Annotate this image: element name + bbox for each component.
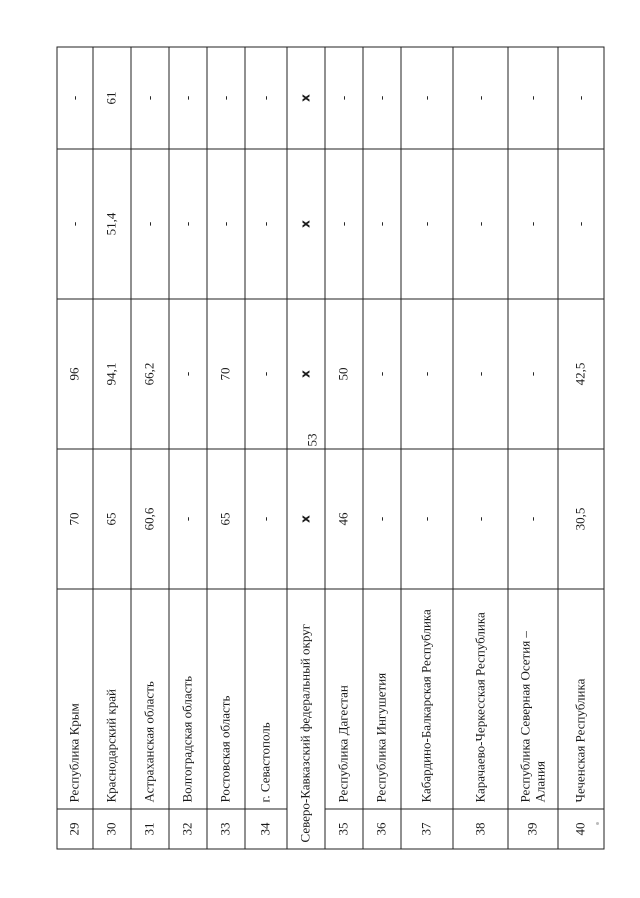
value-col-4: - <box>131 149 169 299</box>
value-col-4: 51,4 <box>93 149 131 299</box>
value-col-5: x <box>287 47 325 149</box>
table-row <box>169 47 207 849</box>
table-row <box>207 47 245 849</box>
region-name: Республика Ингушетия <box>363 589 401 809</box>
region-name: г. Севастополь <box>245 589 287 809</box>
value-col-3: - <box>363 299 401 449</box>
table-row <box>401 47 453 849</box>
value-col-2: 65 <box>93 449 131 589</box>
value-col-5: - <box>169 47 207 149</box>
value-col-3: 66,2 <box>131 299 169 449</box>
value-col-5: - <box>558 47 604 149</box>
row-number: 38 <box>453 809 508 849</box>
value-col-5: - <box>363 47 401 149</box>
rotated-table-container <box>56 47 603 849</box>
row-number: 34 <box>245 809 287 849</box>
value-col-3: - <box>245 299 287 449</box>
value-col-4: - <box>325 149 363 299</box>
value-col-5: - <box>57 47 93 149</box>
value-col-3: 94,1 <box>93 299 131 449</box>
value-col-4: - <box>169 149 207 299</box>
value-col-5: - <box>131 47 169 149</box>
row-number: 37 <box>401 809 453 849</box>
value-col-3: x <box>287 299 325 449</box>
value-col-2: - <box>508 449 558 589</box>
district-row <box>287 47 325 849</box>
value-col-4: - <box>245 149 287 299</box>
region-name: Кабардино-Балкарская Республика <box>401 589 453 809</box>
table-row <box>93 47 131 849</box>
row-number: 30 <box>93 809 131 849</box>
value-col-5: - <box>245 47 287 149</box>
value-col-2: - <box>401 449 453 589</box>
value-col-2: 30,5 <box>558 449 604 589</box>
region-name: Волгоградская область <box>169 589 207 809</box>
value-col-5: 61 <box>93 47 131 149</box>
region-name: Карачаево-Черкесская Республика <box>453 589 508 809</box>
value-col-2: x <box>287 449 325 589</box>
row-number: 29 <box>57 809 93 849</box>
region-name: Астраханская область <box>131 589 169 809</box>
region-name: Республика Северная Осетия – Алания <box>508 589 558 809</box>
table-row <box>363 47 401 849</box>
table-landscape <box>56 47 603 849</box>
value-col-2: - <box>363 449 401 589</box>
value-col-2: 46 <box>325 449 363 589</box>
value-col-4: - <box>57 149 93 299</box>
table-row <box>508 47 558 849</box>
value-col-5: - <box>453 47 508 149</box>
value-col-5: - <box>325 47 363 149</box>
value-col-3: - <box>401 299 453 449</box>
value-col-4: - <box>508 149 558 299</box>
value-col-3: - <box>508 299 558 449</box>
table-row <box>453 47 508 849</box>
value-col-4: x <box>287 149 325 299</box>
table-row <box>57 47 93 849</box>
row-number: 33 <box>207 809 245 849</box>
value-col-3: 70 <box>207 299 245 449</box>
row-number: 39 <box>508 809 558 849</box>
value-col-4: - <box>401 149 453 299</box>
value-col-2: - <box>169 449 207 589</box>
value-col-2: - <box>453 449 508 589</box>
value-col-3: 96 <box>57 299 93 449</box>
region-name: Республика Дагестан <box>325 589 363 809</box>
scan-speck <box>596 822 599 825</box>
table-row <box>325 47 363 849</box>
row-number: 40 <box>558 809 604 849</box>
region-name: Ростовская область <box>207 589 245 809</box>
region-name: Краснодарский край <box>93 589 131 809</box>
value-col-4: - <box>558 149 604 299</box>
value-col-3: 50 <box>325 299 363 449</box>
table-body <box>57 47 604 849</box>
row-number: 36 <box>363 809 401 849</box>
row-number: 35 <box>325 809 363 849</box>
value-col-4: - <box>207 149 245 299</box>
value-col-3: 42,5 <box>558 299 604 449</box>
district-name: Северо-Кавказский федеральный округ <box>287 589 325 849</box>
value-col-5: - <box>508 47 558 149</box>
region-name: Чеченская Республика <box>558 589 604 809</box>
value-col-4: - <box>363 149 401 299</box>
table-row <box>558 47 604 849</box>
value-col-2: - <box>245 449 287 589</box>
page-number: 53 <box>304 433 320 447</box>
value-col-5: - <box>401 47 453 149</box>
value-col-4: - <box>453 149 508 299</box>
value-col-2: 65 <box>207 449 245 589</box>
regions-table <box>56 46 604 849</box>
row-number: 32 <box>169 809 207 849</box>
value-col-2: 70 <box>57 449 93 589</box>
region-name: Республика Крым <box>57 589 93 809</box>
value-col-3: - <box>453 299 508 449</box>
row-number: 31 <box>131 809 169 849</box>
value-col-3: - <box>169 299 207 449</box>
table-row <box>245 47 287 849</box>
value-col-2: 60,6 <box>131 449 169 589</box>
table-row <box>131 47 169 849</box>
value-col-5: - <box>207 47 245 149</box>
